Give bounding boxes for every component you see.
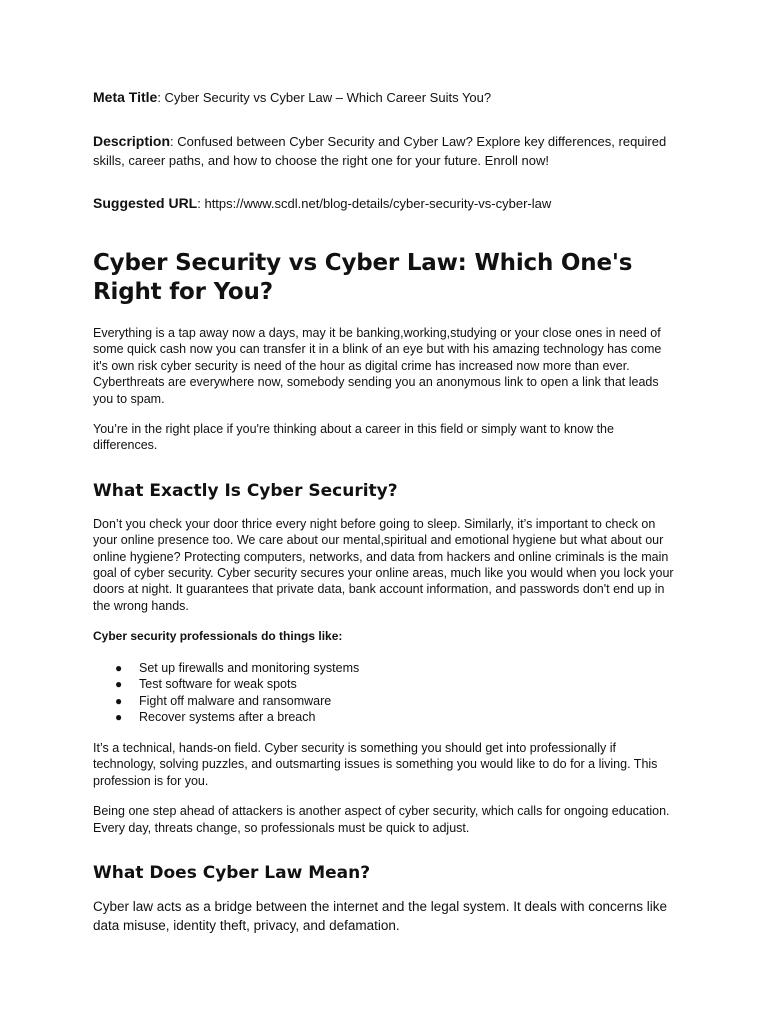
- section1-paragraph: It’s a technical, hands-on field. Cyber security is something you should get into professionally if technology, solving puzzles, and outsmarting issues is something you would like to do for a living. This profession is for you.: [93, 741, 658, 788]
- bullet-icon: ●: [115, 710, 123, 725]
- list-item: [93, 709, 678, 726]
- section-heading-cyber-security: What Exactly Is Cyber Security?: [93, 480, 398, 501]
- article-heading: Cyber Security vs Cyber Law: Which One's Right for You?: [93, 250, 633, 305]
- list-item-text: Test software for weak spots: [139, 677, 297, 692]
- professionals-list: [93, 660, 678, 726]
- list-item-text: Fight off malware and ransomware: [139, 693, 332, 708]
- list-item-text: Recover systems after a breach: [139, 710, 316, 725]
- list-item: [93, 660, 678, 677]
- section2-paragraph: Cyber law acts as a bridge between the internet and the legal system. It deals with concerns like data misuse, identity theft, privacy, and defamation.: [93, 899, 668, 933]
- intro-paragraph: Everything is a tap away now a days, may it be banking,working,studying or your close ones in need of some quick cash now you can transfer it in a blink of an eye but with his amazing technology has come it's own risk cyber security is need of the hour as digital crime has increased now more than ever. Cyberthreats are everywhere now, somebody sending you an anonymous link to open a link that leads you to spam.: [93, 326, 662, 406]
- suggested-url-label: Suggested URL: [93, 195, 198, 211]
- meta-title-label: Meta Title: [93, 89, 158, 105]
- professionals-list-label: Cyber security professionals do things like:: [93, 629, 343, 644]
- meta-description-label: Description: [93, 133, 171, 149]
- section-heading-cyber-law: What Does Cyber Law Mean?: [93, 863, 371, 884]
- meta-description-value: : Confused between Cyber Security and Cyber Law? Explore key differences, required skills, career paths, and how to choose the right one for your future. Enroll now!: [93, 134, 667, 168]
- bullet-icon: ●: [115, 660, 123, 675]
- suggested-url-line: [93, 194, 678, 213]
- section1-paragraph: Being one step ahead of attackers is another aspect of cyber security, which calls for ongoing education. Every day, threats change, so professionals must be quick to adjust.: [93, 804, 670, 835]
- list-item: [93, 676, 678, 693]
- intro-paragraph: You’re in the right place if you're thinking about a career in this field or simply want to know the differences.: [93, 422, 614, 453]
- list-item-text: Set up firewalls and monitoring systems: [139, 660, 360, 675]
- bullet-icon: ●: [115, 693, 123, 708]
- list-item: [93, 693, 678, 710]
- meta-description-line: [93, 132, 678, 170]
- suggested-url-value: : https://www.scdl.net/blog-details/cyber-security-vs-cyber-law: [197, 196, 552, 211]
- meta-title-line: [93, 88, 678, 107]
- meta-title-value: : Cyber Security vs Cyber Law – Which Career Suits You?: [157, 90, 492, 105]
- section1-paragraph: Don’t you check your door thrice every night before going to sleep. Similarly, it’s important to check on your online presence too. We care about our mental,spiritual and emotional hygiene but what about our online hygiene? Protecting computers, networks, and data from hackers and online criminals is the main goal of cyber security. Cyber security secures your online areas, much like you would when you lock your doors at night. It guarantees that private data, bank account information, and passwords don't end up in the wrong hands.: [93, 516, 674, 613]
- bullet-icon: ●: [115, 677, 123, 692]
